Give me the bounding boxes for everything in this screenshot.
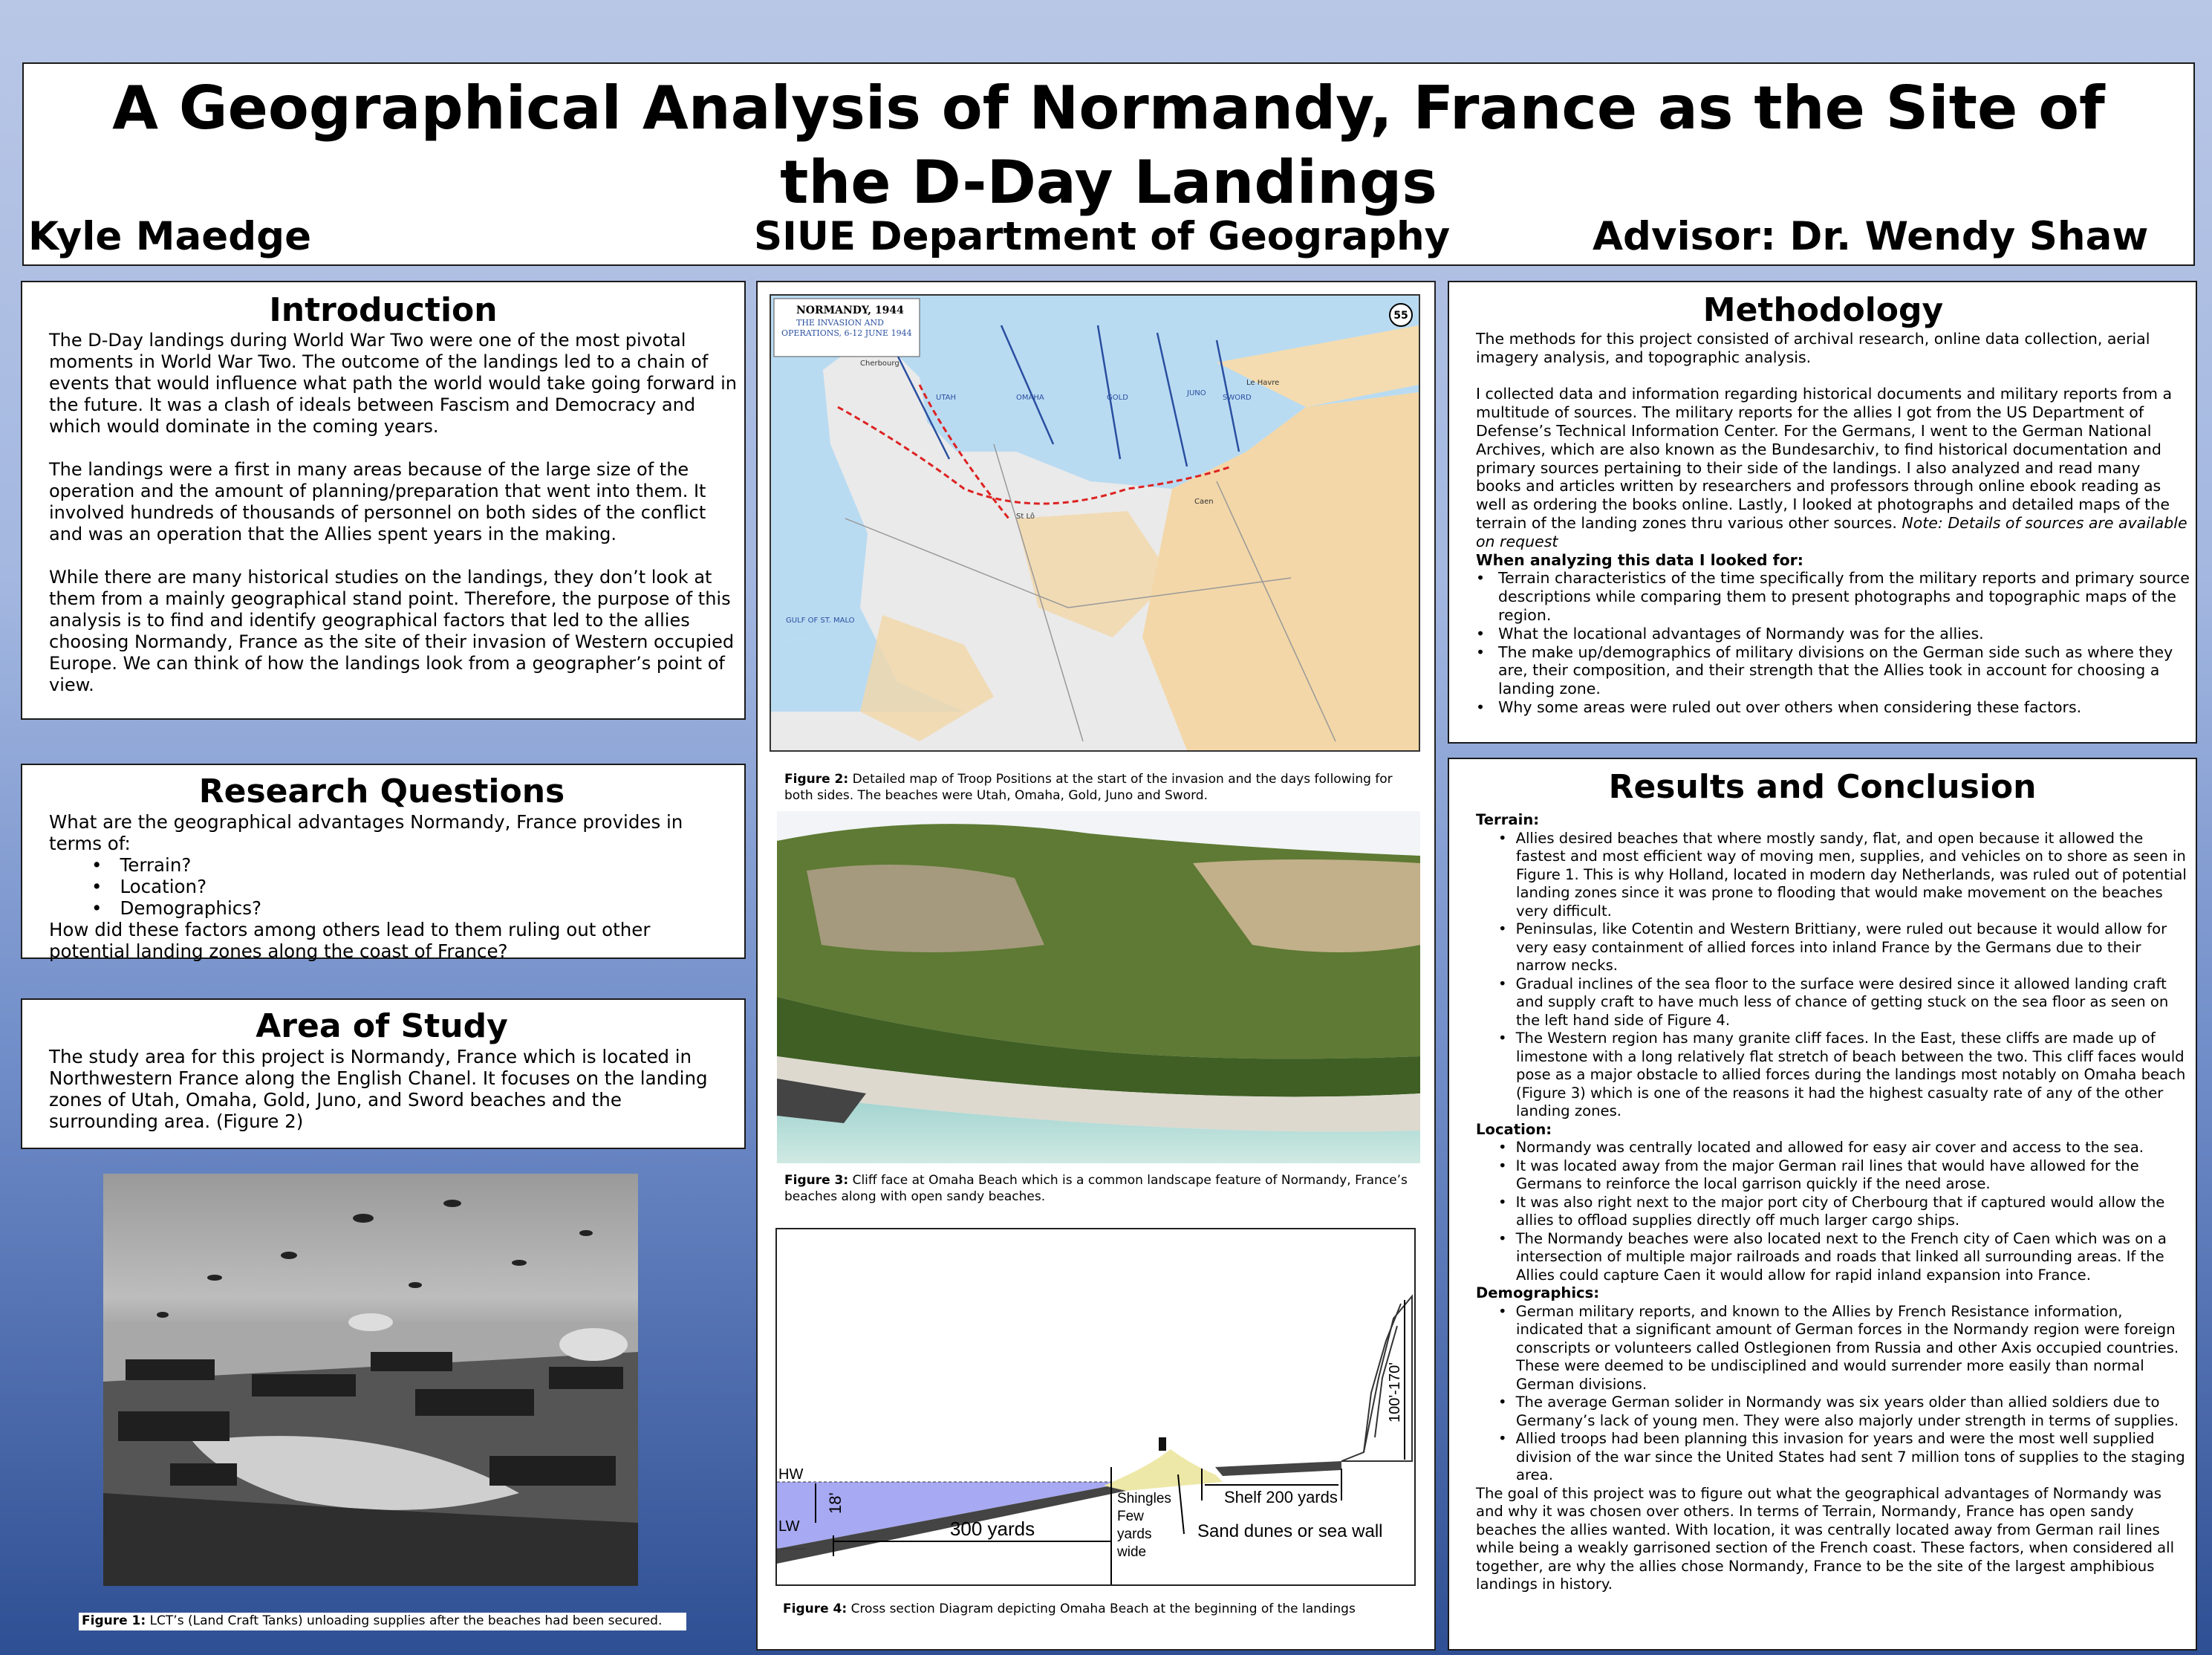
methodology-panel xyxy=(1448,281,2197,744)
area-of-study-text: The study area for this project is Normandy, France which is located in Northwestern France along the English Chanel. It focuses on the landing zones of Utah, Omaha, Gold, Juno, and Sword beaches and the surrounding area. (Figure 2) xyxy=(49,1046,708,1132)
list-item: • Terrain characteristics of the time specifically from the military reports and primary source descriptions while comparing them to present photographs and topographic maps of the region. xyxy=(1498,569,2190,624)
shingles-label: yards xyxy=(1117,1526,1152,1542)
figure-2-caption xyxy=(784,771,1408,804)
list-item: • It was located away from the major German rail lines that would have allowed for the Germans to reinforce the local garrison quickly if the need arose. xyxy=(1516,1157,2188,1194)
figure-2-map xyxy=(770,294,1420,752)
figure-4-caption xyxy=(783,1601,1414,1617)
map-place: OMAHA xyxy=(1016,394,1044,402)
shelf-label: Shelf 200 yards xyxy=(1224,1488,1338,1506)
shingles-label: Few xyxy=(1117,1509,1144,1524)
conclusion-text: The goal of this project was to figure out what the geographical advantages of Normandy was and why it was chosen over others. In terms of Terrain, Normandy, France has open sandy beaches the allies wanted. With location, it was centrally located away from German rail lines while being a weakly garrisoned section of the French coast. These factors, when considered all together, are why the allies chose Normandy, France to be the site of the largest amphibious landings in history. xyxy=(1476,1484,2175,1593)
figure-1-text: LCT’s (Land Craft Tanks) unloading supplies after the beaches had been secured. xyxy=(146,1613,663,1628)
department-name: SIUE Department of Geography xyxy=(754,214,1451,259)
author-name: Kyle Maedge xyxy=(28,214,312,259)
research-questions-panel xyxy=(21,764,746,962)
list-item: • German military reports, and known to the Allies by French Resistance information, indicated that a significant amount of German forces in the Normandy region were foreign conscripts or volunteers called Ostlegionen from Russia and other Axis occupied countries. These were deemed to be undisciplined and would surrender more easily than normal German divisions. xyxy=(1516,1303,2188,1394)
map-subtitle-1: THE INVASION AND xyxy=(796,318,884,328)
hw-label: HW xyxy=(778,1466,804,1483)
intro-paragraph-1: The D-Day landings during World War Two were one of the most pivotal moments in World War Two. The outcome of the landings led to a chain of events that would influence what path the world would take going forward in the future. It was a clash of ideals between Fascism and Democracy and which would dominate in the coming years. xyxy=(49,330,737,437)
list-item: • The make up/demographics of military divisions on the German side such as where they are, their composition, and their strength that the Allies took in account for choosing a landing zone. xyxy=(1498,643,2190,698)
list-item: • The average German solider in Normandy was six years older than allied soldiers due to Germany’s lack of young men. They were also majorly under strength in terms of supplies. xyxy=(1516,1394,2188,1430)
list-item: • Why some areas were ruled out over others when considering these factors. xyxy=(1498,698,2190,717)
normandy-map-image xyxy=(771,296,1419,750)
methodology-body-text: I collected data and information regarding historical documents and military reports from a multitude of sources. The military reports for the allies I got from the US Department of Defense’s Technical Information Center. For the Germans, I went to the German National Archives, which are also known as the Bundesarchiv, to find historical documentation and primary sources pertaining to their side of the landings. I also analyzed and read many books and articles written by researchers and professors through online ebook reading as well as ordering the books online. Lastly, I looked at photographs and detailed maps of the terrain of the landing zones thru various other sources. xyxy=(1476,385,2173,532)
methodology-intro: The methods for this project consisted of archival research, online data collection, aerial imagery analysis, and topographic analysis. xyxy=(1476,330,2150,366)
map-place: GULF OF ST. MALO xyxy=(786,617,855,625)
map-place: Le Havre xyxy=(1246,379,1280,387)
figure-1-caption xyxy=(79,1613,686,1630)
title-banner xyxy=(22,62,2195,266)
research-questions-closing: How did these factors among others lead to them ruling out other potential landing zones along the coast of France? xyxy=(49,919,651,962)
advisor-name: Advisor: Dr. Wendy Shaw xyxy=(1593,214,2149,259)
research-questions-lead: What are the geographical advantages Normandy, France provides in terms of: xyxy=(49,811,683,854)
area-of-study-heading: Area of Study xyxy=(256,1007,508,1045)
figure-3-text: Cliff face at Omaha Beach which is a common landscape feature of Normandy, France’s beaches along with open sandy beaches. xyxy=(784,1173,1408,1204)
list-item: • Allied troops had been planning this invasion for years and were the most well supplied division of the war since the United States had sent 7 million tons of supplies to the staging area. xyxy=(1516,1430,2188,1485)
map-place: SWORD xyxy=(1223,394,1252,402)
terrain-heading: Terrain: xyxy=(1476,811,1540,828)
figure-4-label: Figure 4: xyxy=(783,1602,848,1616)
figure-4-text: Cross section Diagram depicting Omaha Beach at the beginning of the landings xyxy=(847,1602,1356,1616)
area-of-study-panel xyxy=(21,998,746,1149)
methodology-heading: Methodology xyxy=(1702,291,1944,329)
figure-3-label: Figure 3: xyxy=(784,1173,849,1188)
introduction-panel xyxy=(21,281,746,720)
map-title: NORMANDY, 1944 xyxy=(796,305,904,316)
figure-3-photo xyxy=(777,811,1420,1163)
map-place: Cherbourg xyxy=(860,360,900,368)
list-item: • Peninsulas, like Cotentin and Western Brittiany, were ruled out because it would allow for very easy containment of allied forces into inland France by the Germans due to their narrow necks. xyxy=(1516,920,2188,975)
map-place: JUNO xyxy=(1187,389,1206,397)
lct-beach-image xyxy=(103,1174,638,1586)
figures-panel xyxy=(756,281,1436,1651)
intro-paragraph-3: While there are many historical studies on the landings, they don’t look at them from a mainly geographical stand point. Therefore, the purpose of this analysis is to find and identify geographical factors that led to the allies choosing Normandy, France as the site of their invasion of Western occupied Europe. We can think of how the landings look from a geographer’s point of view. xyxy=(49,567,735,695)
map-place: St Lô xyxy=(1016,513,1035,521)
list-item: • The Western region has many granite cliff faces. In the East, these cliffs are made up of limestone with a long relatively flat stretch of beach between the two. This cliff faces would pose as a major obstacle to allied forces during the landings most notably on Omaha beach (Figure 3) which is one of the reasons it had the highest casualty rate of any of the other landing zones. xyxy=(1516,1030,2188,1121)
methodology-list xyxy=(1476,569,2190,716)
figure-4-diagram xyxy=(775,1228,1416,1586)
map-subtitle-2: OPERATIONS, 6-12 JUNE 1944 xyxy=(781,328,912,338)
figure-1-photo xyxy=(103,1174,638,1586)
poster-title: A Geographical Analysis of Normandy, France as the Site of the D-Day Landings xyxy=(112,74,2105,217)
depth-label: 18' xyxy=(826,1492,845,1514)
figure-1-label: Figure 1: xyxy=(82,1613,146,1628)
list-item: • Allies desired beaches that where mostly sandy, flat, and open because it allowed the fastest and most efficient way of moving men, supplies, and vehicles on to shore as seen in Figure 1. This is why Holland, located in modern day Netherlands, was ruled out of potential landing zones since it was prone to flooding that would make movement on the beaches very difficult. xyxy=(1516,830,2188,921)
distance-label: 300 yards xyxy=(949,1518,1035,1540)
list-item: • Normandy was centrally located and allowed for easy air cover and access to the sea. xyxy=(1516,1139,2188,1157)
shingles-label: wide xyxy=(1117,1544,1147,1560)
omaha-cliff-image xyxy=(777,811,1420,1163)
lw-label: LW xyxy=(778,1518,800,1535)
intro-paragraph-2: The landings were a first in many areas because of the large size of the operation and the amount of planning/preparation that went into them. It involved hundreds of thousands of personnel on both sides of the conflict and was an operation that the Allies spent years in the making. xyxy=(49,459,706,544)
list-item: • What the locational advantages of Normandy was for the allies. xyxy=(1498,625,2190,643)
list-item: • The Normandy beaches were also located next to the French city of Caen which was on a intersection of multiple major railroads and roads that linked all surrounding areas. If the Allies could capture Caen it would allow for rapid inland expansion into France. xyxy=(1516,1230,2188,1285)
introduction-heading: Introduction xyxy=(269,291,498,329)
figure-2-label: Figure 2: xyxy=(784,772,849,787)
location-list xyxy=(1476,1139,2188,1284)
methodology-body xyxy=(1476,385,2190,550)
map-place: Caen xyxy=(1194,498,1214,506)
research-questions-heading: Research Questions xyxy=(198,773,565,810)
results-panel xyxy=(1448,758,2197,1651)
research-questions-list xyxy=(49,854,734,919)
location-heading: Location: xyxy=(1476,1120,1552,1138)
demographics-list xyxy=(1476,1303,2188,1485)
dunes-label: Sand dunes or sea wall xyxy=(1197,1521,1383,1541)
results-heading: Results and Conclusion xyxy=(1608,768,2037,806)
terrain-list xyxy=(1476,830,2188,1121)
list-item: • Terrain? xyxy=(117,854,734,876)
list-item: • It was also right next to the major port city of Cherbourg that if captured would allow the allies to offload supplies directly off much larger cargo ships. xyxy=(1516,1194,2188,1230)
list-item: • Demographics? xyxy=(117,897,734,919)
demographics-heading: Demographics: xyxy=(1476,1284,1600,1301)
figure-3-caption xyxy=(784,1172,1416,1205)
figure-2-text: Detailed map of Troop Positions at the start of the invasion and the days following for both sides. The beaches were Utah, Omaha, Gold, Juno and Sword. xyxy=(784,772,1393,803)
shingles-label: Shingles xyxy=(1117,1491,1171,1506)
cliff-height-label: 100'-170' xyxy=(1387,1362,1403,1422)
omaha-cross-section xyxy=(777,1229,1414,1584)
methodology-note: Note: Details of sources are available on request xyxy=(1476,513,2187,550)
list-item: • Location? xyxy=(117,876,734,897)
list-item: • Gradual inclines of the sea floor to the surface were desired since it allowed landing craft and supply craft to have much less of chance of getting stuck on the sea floor as seen on the left hand side of Figure 4. xyxy=(1516,975,2188,1030)
methodology-subhead: When analyzing this data I looked for: xyxy=(1476,550,1803,569)
map-place: GOLD xyxy=(1107,394,1128,402)
map-badge: 55 xyxy=(1393,310,1408,322)
map-place: UTAH xyxy=(936,394,957,402)
